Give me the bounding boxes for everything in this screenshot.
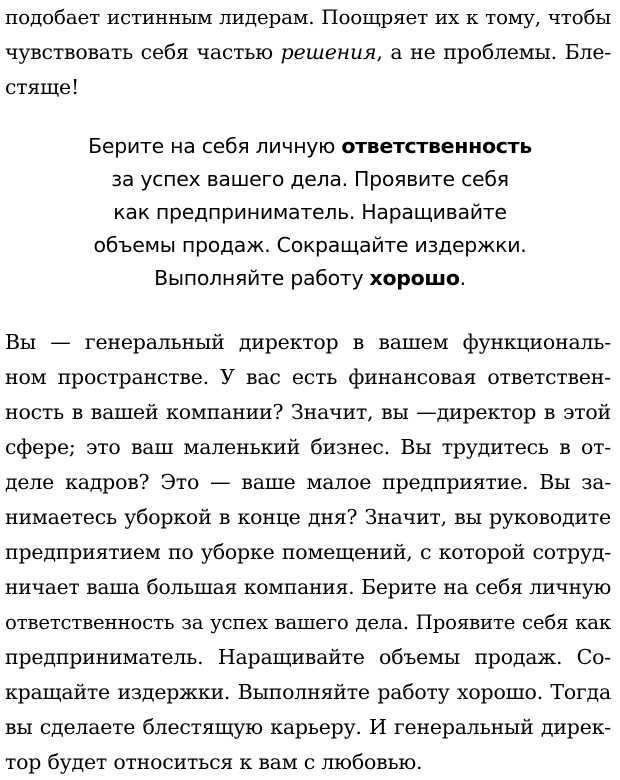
- body-line: ответственность за успех вашего дела. Проявите себя как: [5, 611, 611, 634]
- body-line: ничает ваша большая компания. Берите на себя личную: [5, 575, 611, 599]
- intro-line-2-start: чувствовать себя частью: [5, 40, 281, 64]
- callout-line-2: за успех вашего дела. Проявите себя: [111, 167, 509, 191]
- body-line: предприятием по уборке помещений, с которой сотруд-: [5, 540, 611, 564]
- callout-bold-well: хорошо: [369, 266, 460, 290]
- body-line: ность в вашей компании? Значит, вы —директор в этой: [5, 400, 611, 424]
- callout-line-5: [0, 262, 620, 295]
- intro-italic-word: решения: [280, 40, 377, 64]
- intro-line-2: [5, 35, 611, 70]
- callout-quote: [0, 130, 620, 295]
- callout-line-1-start: Берите на себя личную: [88, 134, 342, 158]
- callout-line-1: [0, 130, 620, 163]
- callout-line-5-end: .: [459, 266, 466, 290]
- intro-paragraph: [5, 0, 611, 105]
- body-line: нимаетесь уборкой в конце дня? Значит, вы руководите: [5, 505, 611, 529]
- body-line: тор будет относиться к вам с любовью.: [5, 750, 423, 774]
- body-line: ном пространстве. У вас есть финансовая ответствен-: [5, 365, 611, 389]
- body-line: предприниматель. Наращивайте объемы продаж. Со-: [5, 645, 611, 669]
- callout-line-3: как предприниматель. Наращивайте: [113, 200, 507, 224]
- intro-line-3: стяще!: [5, 75, 79, 99]
- body-line: кращайте издержки. Выполняйте работу хорошо. Тогда: [5, 680, 611, 704]
- body-line: вы сделаете блестящую карьеру. И генеральный дирек-: [5, 715, 611, 739]
- callout-bold-responsibility: ответственность: [341, 134, 532, 158]
- body-line: деле кадров? Это — ваше малое предприятие. Вы за-: [5, 470, 611, 494]
- intro-line-1: подобает истинным лидерам. Поощряет их к тому, чтобы: [5, 5, 611, 29]
- callout-line-5-start: Выполняйте работу: [154, 266, 370, 290]
- callout-line-4: объемы продаж. Сокращайте издержки.: [93, 233, 527, 257]
- intro-line-2-end: , а не проблемы. Бле-: [376, 40, 611, 64]
- body-line: Вы — генеральный директор в вашем функциональ-: [5, 330, 611, 354]
- body-line: сфере; это ваш маленький бизнес. Вы трудитесь в от-: [5, 435, 611, 459]
- body-paragraph: [5, 325, 611, 780]
